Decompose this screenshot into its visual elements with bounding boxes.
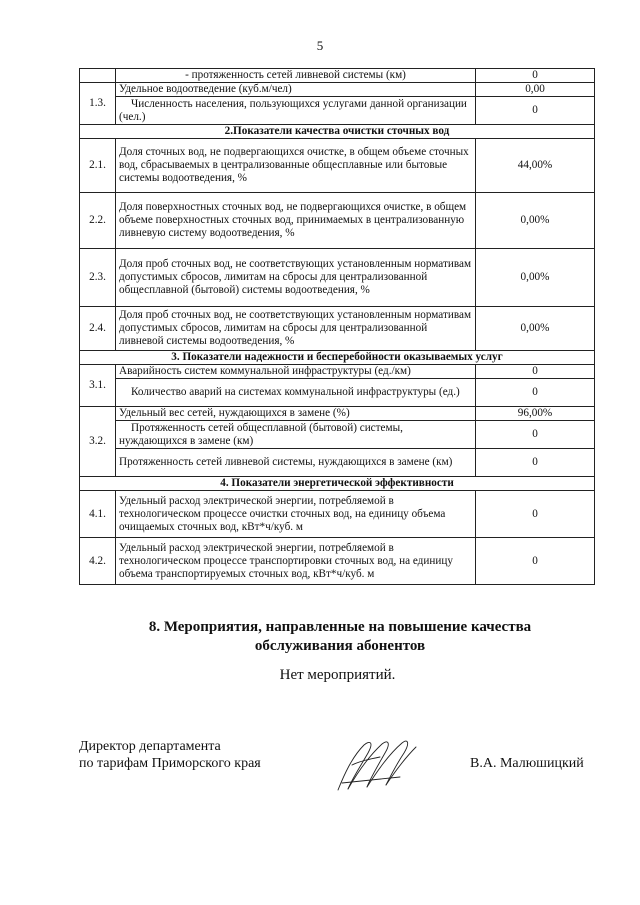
value-cell: 0: [476, 379, 595, 407]
value-cell: 0: [476, 538, 595, 585]
row-number-cell: 4.2.: [80, 538, 116, 585]
value-cell: 96,00%: [476, 407, 595, 421]
table-row: [80, 83, 595, 97]
indicator-cell: Доля поверхностных сточных вод, не подвергающихся очистке, в общем объеме поверхностных сточных вод, принимаемых в централизованную ливневую систему водоотведения, %: [116, 193, 476, 249]
table-row: [80, 449, 595, 477]
section-8-heading-line: обслуживания абонентов: [254, 638, 426, 654]
row-number-cell: 4.1.: [80, 491, 116, 538]
value-cell: 0,00%: [476, 193, 595, 249]
value-cell: 0,00%: [476, 249, 595, 307]
row-number-cell: 2.4.: [80, 307, 116, 351]
table-row: [80, 249, 595, 307]
table-row: [80, 69, 595, 83]
section-title: 2.Показатели качества очистки сточных вод: [80, 125, 595, 139]
table-row: [80, 491, 595, 538]
indicator-cell: Доля сточных вод, не подвергающихся очистке, в общем объеме сточных вод, сбрасываемых в централизованные общесплавные или бытовые системы водоотведения, %: [116, 139, 476, 193]
indicator-cell: Удельное водоотведение (куб.м/чел): [116, 83, 476, 97]
section-header-row: [80, 477, 595, 491]
table-row: [80, 407, 595, 421]
section-title: 4. Показатели энергетической эффективности: [80, 477, 595, 491]
indicator-cell: Количество аварий на системах коммунальной инфраструктуры (ед.): [116, 379, 476, 407]
row-number-cell: 3.1.: [80, 365, 116, 407]
value-cell: 0,00%: [476, 307, 595, 351]
value-cell: 44,00%: [476, 139, 595, 193]
value-cell: 0: [476, 491, 595, 538]
table-row: [80, 379, 595, 407]
section-title: 3. Показатели надежности и бесперебойности оказываемых услуг: [80, 351, 595, 365]
section-8-heading: [0, 618, 640, 656]
handwritten-signature-icon: [330, 735, 425, 795]
row-number-cell: 2.3.: [80, 249, 116, 307]
indicator-cell: Удельный вес сетей, нуждающихся в замене (%): [116, 407, 476, 421]
section-header-row: [80, 125, 595, 139]
value-cell: 0: [476, 421, 595, 449]
value-cell: 0: [476, 97, 595, 125]
table-row: [80, 421, 595, 449]
indicator-cell: Аварийность систем коммунальной инфраструктуры (ед./км): [116, 365, 476, 379]
row-number-cell: 2.1.: [80, 139, 116, 193]
row-number-cell: [80, 69, 116, 83]
signatory-name: В.А. Малюшицкий: [470, 756, 584, 771]
table-row: [80, 365, 595, 379]
table-row: [80, 538, 595, 585]
value-cell: 0: [476, 365, 595, 379]
indicator-cell: Численность населения, пользующихся услугами данной организации (чел.): [116, 97, 476, 125]
value-cell: 0: [476, 449, 595, 477]
indicator-cell: Протяженность сетей ливневой системы, нуждающихся в замене (км): [116, 449, 476, 477]
table-row: [80, 307, 595, 351]
no-measures-text: Нет мероприятий.: [279, 667, 396, 683]
row-number-cell: 2.2.: [80, 193, 116, 249]
signatory-position: [79, 738, 261, 772]
page-number: 5: [316, 38, 324, 53]
row-number-cell: 1.3.: [80, 83, 116, 125]
indicator-cell: Удельный расход электрической энергии, потребляемой в технологическом процессе очистки сточных вод, на единицу объема очищаемых сточных вод, кВт*ч/куб. м: [116, 491, 476, 538]
table-row: [80, 97, 595, 125]
indicator-cell: Доля проб сточных вод, не соответствующих установленным нормативам допустимых сбросов, лимитам на сбросы для централизованной ливневой системы водоотведения, %: [116, 307, 476, 351]
value-cell: 0,00: [476, 83, 595, 97]
table-row: [80, 139, 595, 193]
section-8-heading-line: 8. Мероприятия, направленные на повышение качества: [148, 619, 532, 635]
indicator-cell: Протяженность сетей общесплавной (бытовой) системы, нуждающихся в замене (км): [116, 421, 476, 449]
indicator-cell: Удельный расход электрической энергии, потребляемой в технологическом процессе транспортировки сточных вод, на единицу объема транспортируемых сточных вод, кВт*ч/куб. м: [116, 538, 476, 585]
section-header-row: [80, 351, 595, 365]
indicator-cell: - протяженность сетей ливневой системы (км): [116, 69, 476, 83]
table-row: [80, 193, 595, 249]
indicator-cell: Доля проб сточных вод, не соответствующих установленным нормативам допустимых сбросов, лимитам на сбросы для централизованной общесплавной (бытовой) системы водоотведения, %: [116, 249, 476, 307]
indicators-table: [79, 68, 595, 585]
position-line: Директор департамента: [79, 739, 221, 754]
value-cell: 0: [476, 69, 595, 83]
position-line: по тарифам Приморского края: [79, 756, 261, 771]
row-number-cell: 3.2.: [80, 407, 116, 477]
